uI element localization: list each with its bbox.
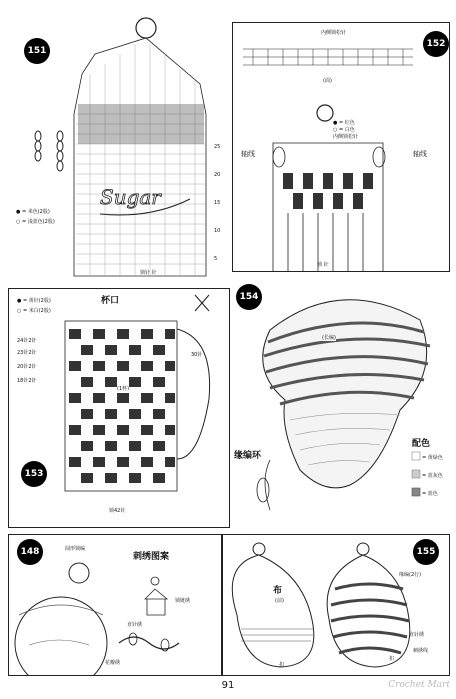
pattern-148-panel (8, 534, 222, 676)
pattern-155-sub: (前) (275, 598, 284, 604)
pattern-152-strip (233, 23, 450, 83)
pattern-151-row-5: 5 (214, 256, 218, 262)
pattern-151-row-10: 10 (214, 228, 221, 234)
page-number: 91 (221, 680, 235, 691)
pattern-151-row-15: 15 (214, 200, 221, 206)
sugar-embroidery: Sugar (100, 185, 161, 209)
pattern-151-legend-1: ● = 米色(2股) (16, 209, 50, 215)
pattern-151-diagram (10, 14, 232, 279)
pattern-152-legend-3: 内侧锁松针 (333, 134, 359, 140)
pattern-153-legend-2: ○ = 米白(2股) (17, 308, 51, 314)
pattern-148-label1: 圆形锁编 (65, 546, 86, 552)
pattern-153-side-label: 30针 (191, 352, 203, 358)
pattern-153-panel (8, 288, 230, 528)
pattern-153-legend-1: ● = 黄针(2股) (17, 298, 51, 304)
pattern-155-label-edge: 缘编(2行) (399, 572, 422, 578)
pattern-154-badge: 154 (236, 284, 262, 310)
pattern-152-badge: 152 (423, 31, 449, 57)
pattern-153-row-3: 20针2针 (17, 364, 37, 370)
pattern-153-bottom: 锁42针 (109, 508, 126, 514)
pattern-151-legend-2: ○ = 浅蓝色(2股) (16, 219, 55, 225)
pattern-155-badge: 155 (413, 539, 439, 565)
pattern-152-legend-2: ○ = 白色 (333, 127, 355, 133)
pattern-148-label-petal: 花瓣绣 (105, 660, 121, 666)
watermark: Crochet Mart (388, 680, 450, 690)
pattern-154-edge-title: 缘编环 (234, 451, 262, 461)
pattern-152-top-label: 内侧锁松针 (321, 30, 347, 36)
pattern-153-row-2: 23针2针 (17, 350, 37, 356)
pattern-155-label-straight: 直针绣 (409, 632, 425, 638)
pattern-148-label-straight: 直针绣 (127, 622, 143, 628)
pattern-155-bottom: 扣 (279, 662, 285, 668)
pattern-152-bottom: 锁 针 (317, 262, 329, 268)
pattern-152-legend-1: ● = 红色 (333, 120, 355, 126)
pattern-148-diagram (9, 535, 222, 676)
pattern-154-legend-3: = 蓝色 (422, 491, 438, 497)
pattern-152-axis-left: 轴线 (241, 150, 255, 158)
pattern-153-badge: 153 (21, 461, 47, 487)
pattern-153-title: 杯口 (101, 296, 120, 306)
pattern-154-legend-title: 配色 (412, 439, 431, 449)
pattern-151-row-25: 25 (214, 144, 221, 150)
pattern-151-row-20: 20 (214, 172, 221, 178)
pattern-153-row-1: 24针2针 (17, 338, 37, 344)
pattern-148-label-chain: 锁链绣 (175, 598, 191, 604)
pattern-148-title: 刺绣图案 (133, 552, 170, 562)
pattern-155-title: 布 (273, 586, 283, 596)
pattern-148-badge: 148 (17, 539, 43, 565)
pattern-155-panel (222, 534, 450, 676)
pattern-152-axis-right: 轴线 (413, 150, 427, 158)
pattern-152-sub-label: (面) (323, 78, 332, 84)
pattern-153-mid-label: (1杯) (117, 386, 130, 392)
pattern-155-label-thread: 刺绣线 (413, 648, 429, 654)
pattern-155-diagram (223, 535, 450, 676)
pattern-154-legend-2: = 蓝灰色 (422, 473, 443, 479)
pattern-153-diagram (9, 289, 230, 528)
pattern-151-badge: 151 (24, 38, 50, 64)
pattern-154-legend-1: = 黄绿色 (422, 455, 443, 461)
pattern-155-label-button: 扣 (389, 656, 395, 662)
pattern-151-panel (10, 14, 232, 279)
pattern-154-diagram (230, 280, 450, 528)
pattern-154-title: (长编) (322, 335, 336, 341)
pattern-151-bottom: 锁针 针 (140, 270, 157, 276)
pattern-152-panel (232, 22, 450, 272)
pattern-153-row-4: 18针2针 (17, 378, 37, 384)
pattern-154-panel (230, 280, 450, 528)
